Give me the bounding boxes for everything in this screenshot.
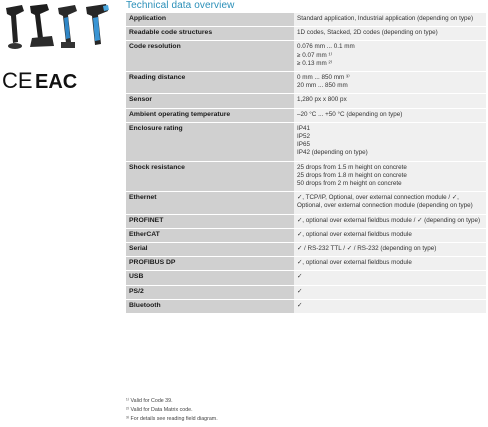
spec-label: Ambient operating temperature <box>126 108 294 122</box>
spec-value-line: ✓, optional over external fieldbus module <box>297 259 412 267</box>
barcode-scanners-image <box>2 2 118 52</box>
table-row <box>126 161 486 192</box>
spec-value-line: 25 drops from 1.8 m height on concrete <box>297 171 407 179</box>
spec-label: Application <box>126 13 294 27</box>
spec-label: PS/2 <box>126 285 294 299</box>
spec-value <box>294 13 486 27</box>
spec-value <box>294 94 486 108</box>
table-row <box>126 94 486 108</box>
spec-value-line: IP42 (depending on type) <box>297 149 368 157</box>
spec-label: PROFINET <box>126 214 294 228</box>
spec-value <box>294 271 486 285</box>
spec-value <box>294 122 486 161</box>
footnote-3: ³⁾ For details see reading field diagram. <box>126 416 218 422</box>
spec-value-line: 0.076 mm ... 0.1 mm <box>297 43 355 51</box>
spec-label: PROFIBUS DP <box>126 257 294 271</box>
table-row <box>126 214 486 228</box>
table-row <box>126 285 486 299</box>
table-row <box>126 13 486 27</box>
scanner-3 <box>58 5 77 48</box>
spec-label: Code resolution <box>126 41 294 72</box>
section-title: Technical data overview <box>126 0 235 11</box>
scanner-4 <box>86 4 109 45</box>
spec-value-line: ✓, optional over external fieldbus module <box>297 230 412 238</box>
spec-value-line: 50 drops from 2 m height on concrete <box>297 180 402 188</box>
table-row <box>126 271 486 285</box>
table-row <box>126 243 486 257</box>
spec-value-line: 25 drops from 1.5 m height on concrete <box>297 163 407 171</box>
spec-value-line: IP52 <box>297 133 310 141</box>
spec-value-line: ✓ <box>297 301 303 309</box>
spec-value <box>294 228 486 242</box>
spec-value <box>294 192 486 214</box>
spec-value <box>294 72 486 94</box>
spec-value-line: ✓ / RS-232 TTL / ✓ / RS-232 (depending on type) <box>297 245 437 253</box>
table-row <box>126 41 486 72</box>
spec-value-line: ≥ 0.13 mm ²⁾ <box>297 59 333 67</box>
spec-value <box>294 257 486 271</box>
spec-label: Serial <box>126 243 294 257</box>
product-image-panel <box>0 0 122 427</box>
table-row <box>126 122 486 161</box>
spec-value <box>294 108 486 122</box>
table-row <box>126 72 486 94</box>
spec-value-line: –20 °C ... +50 °C (depending on type) <box>297 110 403 118</box>
table-row <box>126 192 486 214</box>
eac-mark-icon: EAC <box>35 71 78 93</box>
spec-value-line: 1,280 px x 800 px <box>297 96 347 104</box>
certification-marks <box>2 66 78 94</box>
scanner-2 <box>30 4 54 47</box>
spec-value-line: ✓ <box>297 287 303 295</box>
spec-label: Enclosure rating <box>126 122 294 161</box>
scanner-1 <box>6 5 24 49</box>
table-row <box>126 27 486 41</box>
spec-value-line: Standard application, Industrial application (depending on type) <box>297 15 474 22</box>
spec-label: Shock resistance <box>126 161 294 192</box>
spec-label: Reading distance <box>126 72 294 94</box>
footnote-1: ¹⁾ Valid for Code 39. <box>126 398 173 404</box>
spec-value-line: ✓ <box>297 273 303 281</box>
spec-value <box>294 243 486 257</box>
spec-value <box>294 27 486 41</box>
spec-label: EtherCAT <box>126 228 294 242</box>
spec-value <box>294 299 486 313</box>
spec-value-line: ✓, optional over external fieldbus module / ✓ (depending on type) <box>297 216 481 224</box>
ce-mark-icon: CE <box>2 68 33 93</box>
technical-data-table <box>126 13 486 314</box>
spec-label: Readable code structures <box>126 27 294 41</box>
table-row <box>126 108 486 122</box>
spec-value <box>294 214 486 228</box>
spec-label: Ethernet <box>126 192 294 214</box>
table-row <box>126 299 486 313</box>
footnotes <box>126 397 486 424</box>
table-row <box>126 257 486 271</box>
spec-value-line: 20 mm ... 850 mm <box>297 82 348 90</box>
footnote-2: ²⁾ Valid for Data Matrix code. <box>126 407 193 413</box>
spec-value-line: ≥ 0.07 mm ¹⁾ <box>297 51 333 59</box>
spec-label: Bluetooth <box>126 299 294 313</box>
spec-value <box>294 41 486 72</box>
spec-value-line: 1D codes, Stacked, 2D codes (depending on type) <box>297 29 438 37</box>
spec-value-line: 0 mm ... 850 mm ³⁾ <box>297 74 350 82</box>
table-row <box>126 228 486 242</box>
spec-label: USB <box>126 271 294 285</box>
spec-value-line: ✓, TCP/IP, Optional, over external connection module / ✓, Optional, over external connection module (depending on type) <box>297 194 473 210</box>
spec-value <box>294 161 486 192</box>
spec-value-line: IP65 <box>297 141 310 149</box>
spec-value <box>294 285 486 299</box>
spec-label: Sensor <box>126 94 294 108</box>
spec-value-line: IP41 <box>297 124 310 132</box>
